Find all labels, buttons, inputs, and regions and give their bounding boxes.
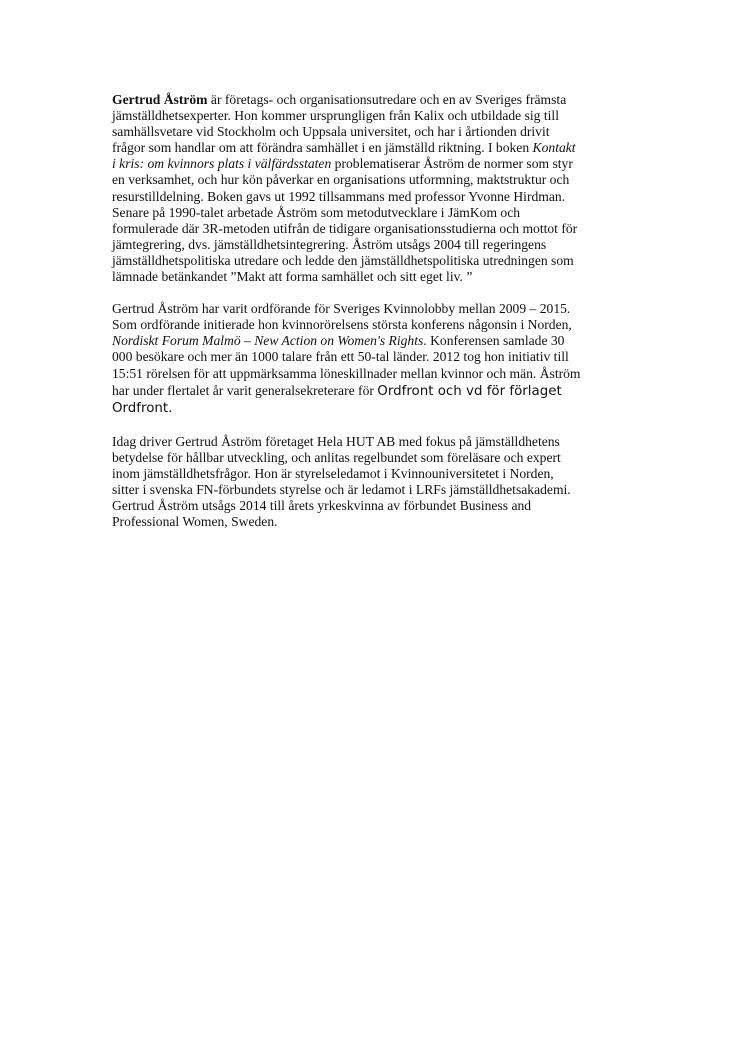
text-line: jämtegrering, dvs. jämställdhetsintegrering. Åström utsågs 2004 till regeringens: [112, 236, 547, 252]
text-run: har under flertalet år varit generalsekreterare för: [112, 382, 378, 398]
text-run: . Konferensen samlade 30: [423, 333, 565, 349]
text-run: problematiserar Åström de normer som styr: [331, 156, 573, 172]
person-name-bold: Gertrud Åström: [112, 92, 208, 107]
text-line: lämnade betänkandet ”Makt att forma samhället och sitt eget liv. ”: [112, 269, 473, 285]
book-title-italic: i kris: om kvinnors plats i välfärdsstaten: [112, 156, 332, 172]
text-line: sitter i svenska FN-förbundets styrelse och är ledamot i LRFs jämställdhetsakademi.: [112, 481, 571, 497]
text-line: formulerade där 3R-metoden utifrån de tidigare organisationsstudierna och mottot för: [112, 220, 578, 236]
text-line: Professional Women, Sweden.: [112, 514, 278, 530]
text-run: frågor som handlar om att förändra samhället i en jämställd riktning. I boken: [112, 140, 533, 156]
book-title-italic: Kontakt: [532, 140, 576, 156]
document-body: [112, 92, 634, 546]
text-line-alt-font: Ordfront.: [112, 401, 173, 417]
text-line: [112, 156, 634, 172]
text-line: 15:51 rörelsen för att uppmärksamma löneskillnader mellan kvinnor och män. Åström: [112, 365, 581, 381]
paragraph-hela-hut: [112, 434, 634, 531]
text-line: Senare på 1990-talet arbetade Åström som metodutvecklare i JämKom och: [112, 204, 521, 220]
text-line: betydelse för hållbar utveckling, och anlitas regelbundet som föreläsare och expert: [112, 449, 561, 465]
text-line: Gertrud Åström har varit ordförande för Sveriges Kvinnolobby mellan 2009 – 2015.: [112, 301, 571, 317]
paragraph-introduction: [112, 92, 634, 285]
conference-name-italic: Nordiskt Forum Malmö – New Action on Women's Rights: [112, 333, 424, 349]
text-run-alt-font: Ordfront och vd för förlaget: [377, 383, 562, 399]
paragraph-kvinnolobby: [112, 301, 634, 417]
text-line: inom jämställdhetsfrågor. Hon är styrelseledamot i Kvinnouniversitetet i Norden,: [112, 465, 554, 481]
text-line: 000 besökare och mer än 1000 talare från ett 50-tal länder. 2012 tog hon initiativ till: [112, 349, 569, 365]
text-line: en verksamhet, och hur kön påverkar en organisations utformning, maktstruktur och: [112, 172, 570, 188]
text-line: Gertrud Åström utsågs 2014 till årets yrkeskvinna av förbundet Business and: [112, 497, 532, 513]
text-line: jämställdhetsexperter. Hon kommer ursprungligen från Kalix och utbildade sig till: [112, 108, 559, 124]
text-line: Idag driver Gertrud Åström företaget Hela HUT AB med fokus på jämställdhetens: [112, 433, 560, 449]
text-run: är företags- och organisationsutredare och en av Sveriges främsta: [207, 92, 567, 107]
text-line: [112, 382, 634, 401]
text-line: resurstilldelning. Boken gavs ut 1992 tillsammans med professor Yvonne Hirdman.: [112, 188, 566, 204]
text-line: jämställdhetspolitiska utredare och ledde den jämställdhetspolitiska utredningen som: [112, 252, 574, 268]
text-line: [112, 92, 634, 108]
text-line: [112, 140, 634, 156]
text-line: Som ordförande initierade hon kvinnorörelsens största konferens någonsin i Norden,: [112, 317, 572, 333]
text-line: [112, 333, 634, 349]
text-line: samhällsvetare vid Stockholm och Uppsala universitet, och har i årtionden drivit: [112, 124, 550, 140]
